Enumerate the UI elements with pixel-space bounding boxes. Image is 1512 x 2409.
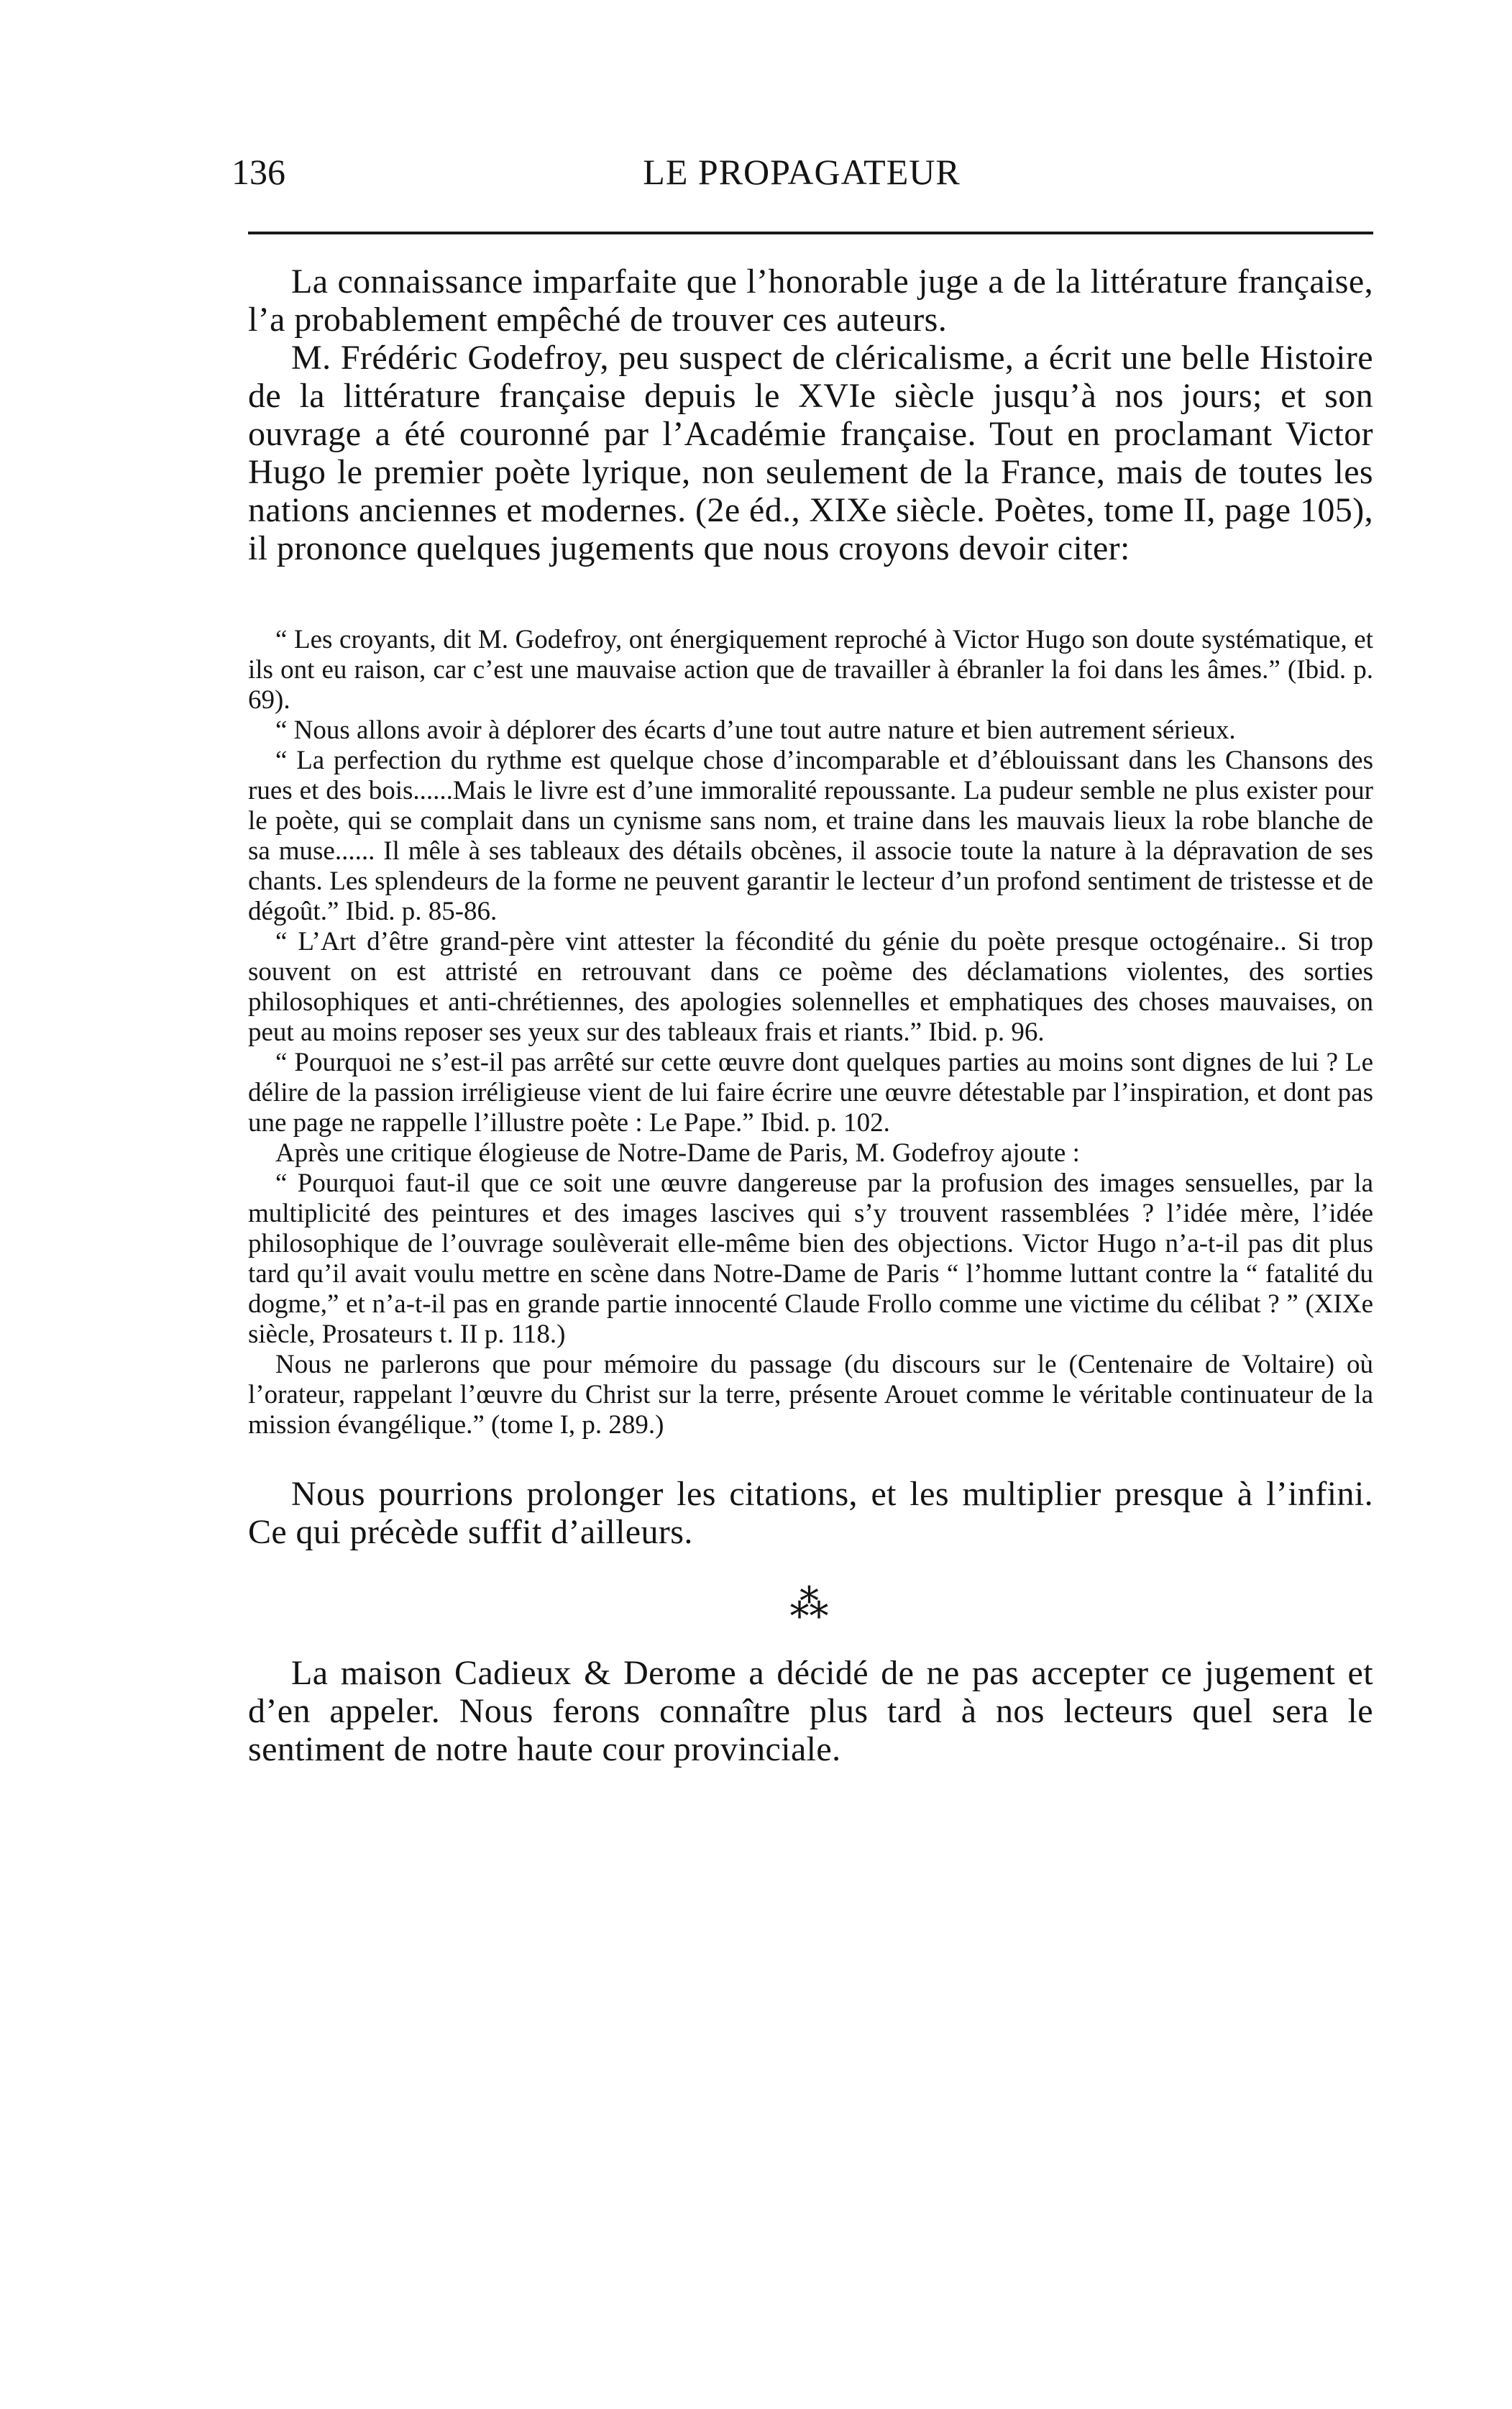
page-header [230,151,1373,209]
page-body [248,262,1373,1768]
page-number: 136 [232,152,285,192]
quote-paragraph: “ L’Art d’être grand-père vint attester la fécondité du génie du poète presque octogénaire.. Si trop souvent on est attristé en retrouvant dans ce poème des déclamations violentes, des sorties philosophiques et anti-chrétiennes, des apologies solennelles et emphatiques des choses mauvaises, on peut au moins reposer ses yeux sur des tableaux frais et riants.” Ibid. p. 96. [248,927,1373,1047]
quote-paragraph: “ Nous allons avoir à déplorer des écarts d’une tout autre nature et bien autrement sérieux. [275,716,1236,745]
quote-paragraph: Après une critique élogieuse de Notre-Dame de Paris, M. Godefroy ajoute : [275,1138,1080,1168]
quote-paragraph: “ Pourquoi faut-il que ce soit une œuvre dangereuse par la profusion des images sensuelles, par la multiplicité des peintures et des images lascives qui s’y trouvent rassemblées ? l’idée mère, l’idée philosophique de l’ouvrage soulèverait elle-même bien des objections. Victor Hugo n’a-t-il pas dit plus tard qu’il avait voulu mettre en scène dans Notre-Dame de Paris “ l’homme luttant contre la “ fatalité du dogme,” et n’a-t-il pas en grande partie innocenté Claude Frollo comme une victime du célibat ? ” (XIXe siècle, Prosateurs t. II p. 118.) [248,1169,1373,1349]
asterism-separator: ⁂ [789,1583,832,1626]
quote-paragraph: “ Les croyants, dit M. Godefroy, ont énergiquement reproché à Victor Hugo son doute systématique, et ils ont eu raison, car c’est une mauvaise action que de travailler à ébranler la foi dans les âmes.” (Ibid. p. 69). [248,625,1373,715]
quote-paragraph: “ La perfection du rythme est quelque chose d’incomparable et d’éblouissant dans les Chansons des rues et des bois......Mais le livre est d’une immoralité repoussante. La pudeur semble ne plus exister pour le poète, qui se complait dans un cynisme sans nom, et traine dans les mauvais lieux la robe blanche de sa muse...... Il mêle à ses tableaux des détails obcènes, il associe toute la nature à la dépravation de ses chants. Les splendeurs de la forme ne peuvent garantir le lecteur d’un profond sentiment de tristesse et de dégoût.” Ibid. p. 85-86. [248,746,1373,926]
running-head: LE PROPAGATEUR [643,152,961,192]
quote-paragraph: “ Pourquoi ne s’est-il pas arrêté sur cette œuvre dont quelques parties au moins sont dignes de lui ? Le délire de la passion irréligieuse vient de lui faire écrire une œuvre détestable par l’inspiration, et dont pas une page ne rappelle l’illustre poète : Le Pape.” Ibid. p. 102. [248,1048,1373,1138]
paragraph-conclusion: Nous pourrions prolonger les citations, et les multiplier presque à l’infini. Ce qui précède suffit d’ailleurs. [248,1475,1373,1551]
paragraph-intro-2: M. Frédéric Godefroy, peu suspect de cléricalisme, a écrit une belle Histoire de la littérature française depuis le XVIe siècle jusqu’à nos jours; et son ouvrage a été couronné par l’Académie française. Tout en proclamant Victor Hugo le premier poète lyrique, non seulement de la France, mais de toutes les nations anciennes et modernes. (2e éd., XIXe siècle. Poètes, tome II, page 105), il prononce quelques jugements que nous croyons devoir citer: [248,339,1373,567]
paragraph-intro-1: La connaissance imparfaite que l’honorable juge a de la littérature française, l’a probablement empêché de trouver ces auteurs. [248,262,1373,339]
header-rule [248,232,1373,234]
quote-paragraph: Nous ne parlerons que pour mémoire du passage (du discours sur le (Centenaire de Voltaire) où l’orateur, rappelant l’œuvre du Christ sur la terre, présente Arouet comme le véritable continuateur de la mission évangélique.” (tome I, p. 289.) [248,1350,1373,1440]
paragraph-final: La maison Cadieux & Derome a décidé de ne pas accepter ce jugement et d’en appeler. Nous ferons connaître plus tard à nos lecteurs quel sera le sentiment de notre haute cour provinciale. [248,1654,1373,1768]
quotation-block [248,625,1373,1440]
